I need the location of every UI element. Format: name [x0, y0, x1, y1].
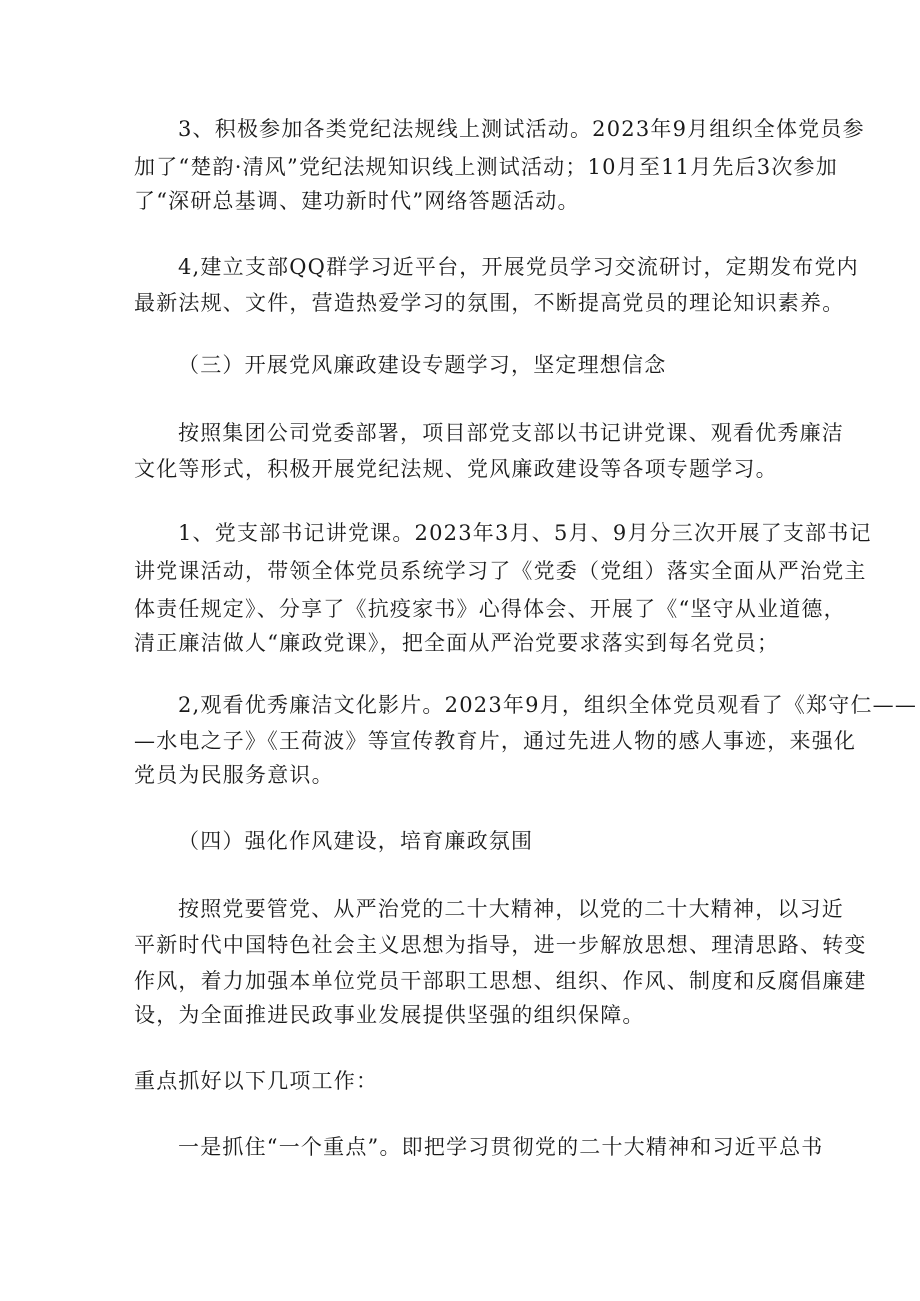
text-line: 作风，着力加强本单位党员干部职工思想、组织、作风、制度和反腐倡廉建 [134, 969, 867, 993]
text-line: 了“深研总基调、建功新时代”网络答题活动。 [134, 189, 580, 213]
text-line: 最新法规、文件，营造热爱学习的氛围，不断提高党员的理论知识素养。 [134, 291, 845, 315]
section-heading-4: （四）强化作风建设，培育廉政氛围 [178, 829, 534, 853]
text-line: 2,观看优秀廉洁文化影片。2023年9月，组织全体党员观看了《郑守仁—— [178, 693, 918, 717]
text-line: 体责任规定》、分享了《抗疫家书》心得体会、开展了《“坚守从业道德， [134, 597, 846, 621]
text-line: 设，为全面推进民政事业发展提供坚强的组织保障。 [134, 1003, 645, 1027]
section-heading-3: （三）开展党风廉政建设专题学习，坚定理想信念 [178, 353, 667, 377]
text-line: 4,建立支部QQ群学习近平台，开展党员学习交流研讨，定期发布党内 [178, 255, 859, 279]
text-line: 讲党课活动，带领全体党员系统学习了《党委（党组）落实全面从严治党主 [134, 559, 867, 583]
text-line: 清正廉洁做人“廉政党课》，把全面从严治党要求落实到每名党员； [134, 631, 780, 655]
text-line: —水电之子》《王荷波》等宣传教育片，通过先进人物的感人事迹，来强化 [134, 729, 857, 753]
text-line: 党员为民服务意识。 [134, 763, 334, 787]
text-line: 1、党支部书记讲党课。2023年3月、5月、9月分三次开展了支部书记 [178, 521, 872, 545]
text-line: 3、积极参加各类党纪法规线上测试活动。2023年9月组织全体党员参 [178, 117, 865, 141]
text-line: 按照党要管党、从严治党的二十大精神，以党的二十大精神，以习近 [178, 897, 844, 921]
text-line: 文化等形式，积极开展党纪法规、党风廉政建设等各项专题学习。 [134, 457, 778, 481]
text-line: 平新时代中国特色社会主义思想为指导，进一步解放思想、理清思路、转变 [134, 933, 867, 957]
text-line: 加了“楚韵·清风”党纪法规知识线上测试活动；10月至11月先后3次参加 [134, 155, 838, 179]
paragraph-focus-item-1: 一是抓住“一个重点”。即把学习贯彻党的二十大精神和习近平总书 [178, 1135, 824, 1159]
paragraph-focus: 重点抓好以下几项工作： [134, 1069, 379, 1093]
text-line: 按照集团公司党委部署，项目部党支部以书记讲党课、观看优秀廉洁 [178, 421, 844, 445]
